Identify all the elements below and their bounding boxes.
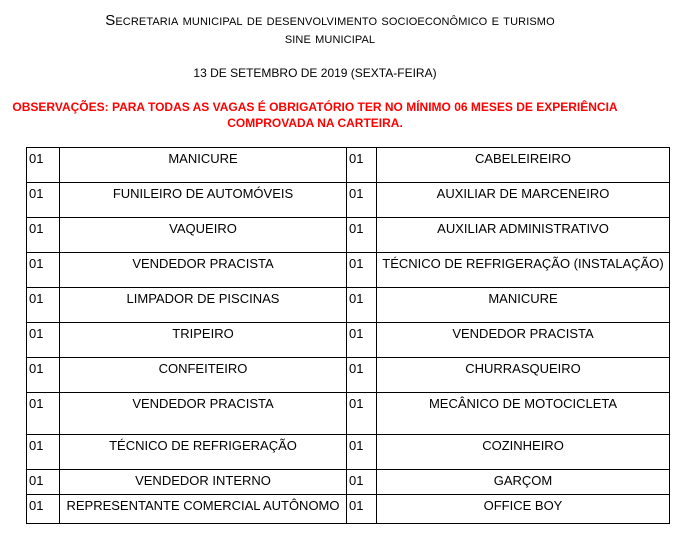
left-role: LIMPADOR DE PISCINAS [60, 288, 347, 323]
right-role: CABELEIREIRO [377, 148, 670, 183]
document-date: 13 DE SETEMBRO DE 2019 (SEXTA-FEIRA) [193, 66, 437, 80]
left-qty: 01 [27, 495, 60, 524]
right-role: TÉCNICO DE REFRIGERAÇÃO (INSTALAÇÃO) [377, 253, 670, 288]
right-role: CHURRASQUEIRO [377, 358, 670, 393]
left-role: VENDEDOR INTERNO [60, 470, 347, 495]
left-role: CONFEITEIRO [60, 358, 347, 393]
left-qty: 01 [27, 253, 60, 288]
right-qty: 01 [347, 148, 377, 183]
right-role: AUXILIAR DE MARCENEIRO [377, 183, 670, 218]
header-title-line1: Secretaria municipal de desenvolvimento socioeconômico e turismo [105, 12, 555, 29]
left-role: MANICURE [60, 148, 347, 183]
right-qty: 01 [347, 183, 377, 218]
right-role: GARÇOM [377, 470, 670, 495]
left-role: REPRESENTANTE COMERCIAL AUTÔNOMO [60, 495, 347, 524]
table-row [27, 435, 670, 470]
right-qty: 01 [347, 323, 377, 358]
right-qty: 01 [347, 218, 377, 253]
right-role: MECÂNICO DE MOTOCICLETA [377, 393, 670, 435]
table-row [27, 218, 670, 253]
left-qty: 01 [27, 393, 60, 435]
right-role: AUXILIAR ADMINISTRATIVO [377, 218, 670, 253]
table-row [27, 470, 670, 495]
table-row [27, 183, 670, 218]
table-row [27, 495, 670, 524]
right-role: OFFICE BOY [377, 495, 670, 524]
header-title-line2: sine municipal [284, 30, 376, 47]
right-qty: 01 [347, 288, 377, 323]
left-role: TRIPEIRO [60, 323, 347, 358]
table-row [27, 148, 670, 183]
left-role: FUNILEIRO DE AUTOMÓVEIS [60, 183, 347, 218]
right-qty: 01 [347, 393, 377, 435]
left-role: VAQUEIRO [60, 218, 347, 253]
right-qty: 01 [347, 470, 377, 495]
left-role: TÉCNICO DE REFRIGERAÇÃO [60, 435, 347, 470]
table-row [27, 323, 670, 358]
table-row [27, 393, 670, 435]
left-qty: 01 [27, 183, 60, 218]
table-row [27, 253, 670, 288]
right-role: MANICURE [377, 288, 670, 323]
left-qty: 01 [27, 288, 60, 323]
table-row [27, 358, 670, 393]
right-qty: 01 [347, 253, 377, 288]
left-qty: 01 [27, 148, 60, 183]
left-qty: 01 [27, 218, 60, 253]
notice-line1: OBSERVAÇÕES: PARA TODAS AS VAGAS É OBRIGATÓRIO TER NO MÍNIMO 06 MESES DE EXPERIÊNCIA [12, 100, 618, 114]
left-qty: 01 [27, 470, 60, 495]
left-qty: 01 [27, 358, 60, 393]
notice-text [0, 99, 630, 131]
notice-line2: COMPROVADA NA CARTEIRA. [227, 116, 403, 130]
left-role: VENDEDOR PRACISTA [60, 393, 347, 435]
left-qty: 01 [27, 435, 60, 470]
right-role: VENDEDOR PRACISTA [377, 323, 670, 358]
right-qty: 01 [347, 495, 377, 524]
document-header [0, 12, 660, 48]
right-qty: 01 [347, 435, 377, 470]
right-role: COZINHEIRO [377, 435, 670, 470]
jobs-table [26, 147, 670, 524]
right-qty: 01 [347, 358, 377, 393]
left-role: VENDEDOR PRACISTA [60, 253, 347, 288]
left-qty: 01 [27, 323, 60, 358]
table-row [27, 288, 670, 323]
